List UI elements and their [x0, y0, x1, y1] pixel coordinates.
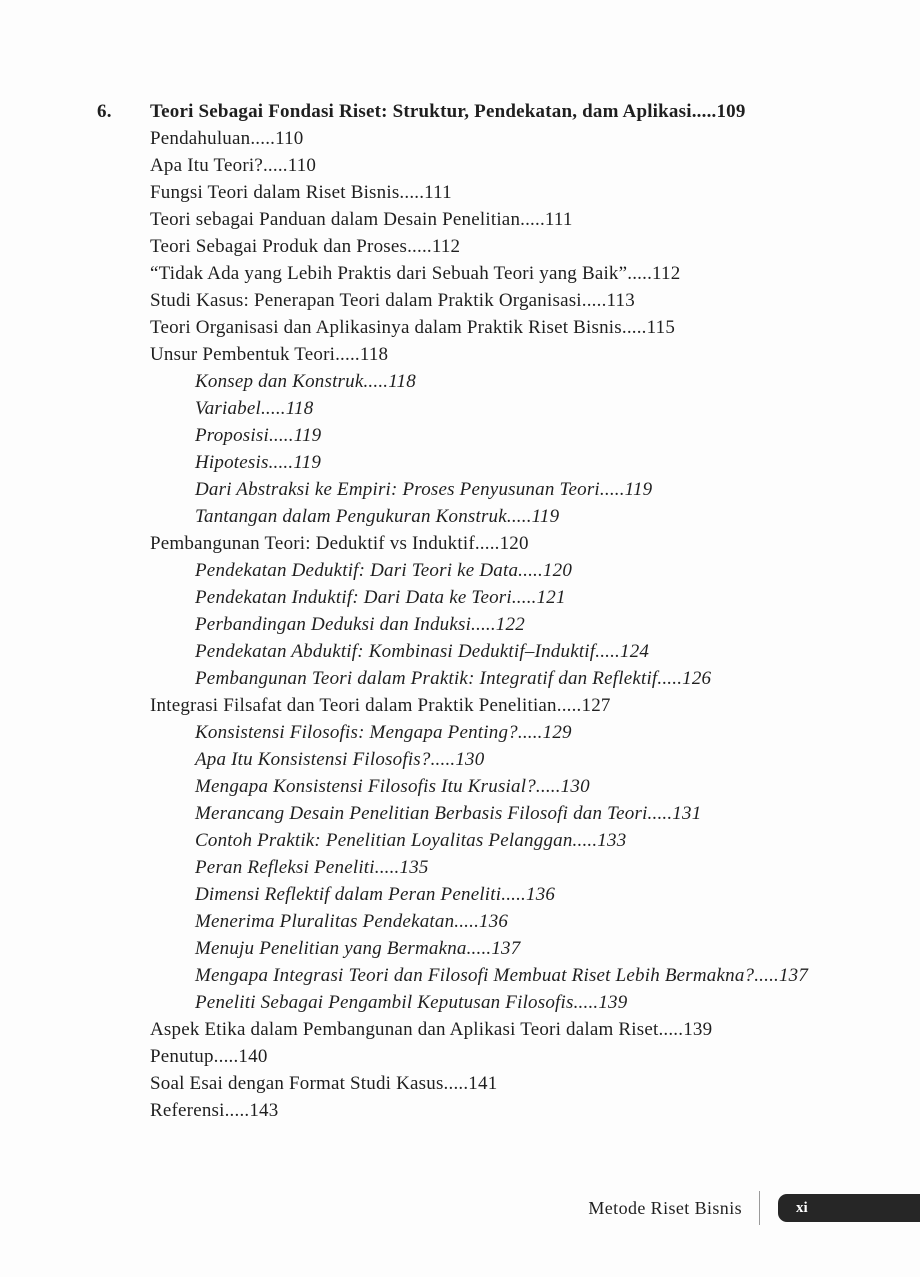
toc-entry: Proposisi.....119 — [195, 425, 322, 446]
toc-entry: Pembangunan Teori dalam Praktik: Integratif dan Reflektif.....126 — [195, 668, 712, 689]
page-number-badge: xi — [778, 1194, 920, 1222]
toc-entry: Dari Abstraksi ke Empiri: Proses Penyusunan Teori.....119 — [195, 479, 653, 500]
toc-entry: Penutup.....140 — [150, 1046, 268, 1067]
toc-entry: Teori Organisasi dan Aplikasinya dalam Praktik Riset Bisnis.....115 — [150, 317, 676, 338]
toc-entry: Mengapa Integrasi Teori dan Filosofi Membuat Riset Lebih Bermakna?.....137 — [195, 965, 809, 986]
chapter-heading — [97, 98, 865, 125]
toc-entry: “Tidak Ada yang Lebih Praktis dari Sebuah Teori yang Baik”.....112 — [150, 263, 681, 284]
toc-entry: Pembangunan Teori: Deduktif vs Induktif.....120 — [150, 533, 529, 554]
toc-entry: Peneliti Sebagai Pengambil Keputusan Filosofis.....139 — [195, 992, 628, 1013]
toc-entry: Konsistensi Filosofis: Mengapa Penting?.....129 — [195, 722, 572, 743]
toc-entry-list — [97, 125, 865, 1124]
footer-divider — [759, 1191, 760, 1225]
toc-entry: Apa Itu Konsistensi Filosofis?.....130 — [195, 749, 485, 770]
toc-entry: Studi Kasus: Penerapan Teori dalam Praktik Organisasi.....113 — [150, 290, 635, 311]
toc-entry: Mengapa Konsistensi Filosofis Itu Krusial?.....130 — [195, 776, 590, 797]
toc-entry: Pendekatan Abduktif: Kombinasi Deduktif–Induktif.....124 — [195, 641, 650, 662]
toc-entry: Perbandingan Deduksi dan Induksi.....122 — [195, 614, 525, 635]
toc-entry: Pendahuluan.....110 — [150, 128, 304, 149]
toc-entry: Menerima Pluralitas Pendekatan.....136 — [195, 911, 509, 932]
toc-entry: Variabel.....118 — [195, 398, 314, 419]
toc-entry: Unsur Pembentuk Teori.....118 — [150, 344, 389, 365]
chapter-page-number: 109 — [716, 101, 746, 122]
chapter-title: Teori Sebagai Fondasi Riset: Struktur, Pendekatan, dam Aplikasi.....109 — [150, 101, 746, 122]
toc-entry: Referensi.....143 — [150, 1100, 279, 1121]
toc-entry: Pendekatan Deduktif: Dari Teori ke Data.....120 — [195, 560, 573, 581]
toc-entry: Menuju Penelitian yang Bermakna.....137 — [195, 938, 521, 959]
toc-entry: Konsep dan Konstruk.....118 — [195, 371, 416, 392]
toc-entry: Integrasi Filsafat dan Teori dalam Praktik Penelitian.....127 — [150, 695, 611, 716]
toc-entry: Pendekatan Induktif: Dari Data ke Teori.....121 — [195, 587, 566, 608]
toc-entry: Contoh Praktik: Penelitian Loyalitas Pelanggan.....133 — [195, 830, 627, 851]
toc-entry: Apa Itu Teori?.....110 — [150, 155, 317, 176]
dot-leader: ..... — [691, 101, 717, 122]
chapter-number: 6. — [97, 101, 112, 122]
toc-entry: Soal Esai dengan Format Studi Kasus.....141 — [150, 1073, 498, 1094]
toc-entry: Dimensi Reflektif dalam Peran Peneliti.....136 — [195, 884, 556, 905]
toc-entry: Tantangan dalam Pengukuran Konstruk.....119 — [195, 506, 560, 527]
toc-entry: Teori Sebagai Produk dan Proses.....112 — [150, 236, 461, 257]
toc-entry: Fungsi Teori dalam Riset Bisnis.....111 — [150, 182, 452, 203]
book-title: Metode Riset Bisnis — [588, 1197, 742, 1218]
toc-entry: Peran Refleksi Peneliti.....135 — [195, 857, 429, 878]
toc-entry: Merancang Desain Penelitian Berbasis Filosofi dan Teori.....131 — [195, 803, 702, 824]
table-of-contents — [97, 98, 865, 1124]
page-footer — [0, 1190, 920, 1226]
toc-entry: Aspek Etika dalam Pembangunan dan Aplikasi Teori dalam Riset.....139 — [150, 1019, 713, 1040]
toc-entry: Hipotesis.....119 — [195, 452, 322, 473]
toc-entry: Teori sebagai Panduan dalam Desain Penelitian.....111 — [150, 209, 573, 230]
